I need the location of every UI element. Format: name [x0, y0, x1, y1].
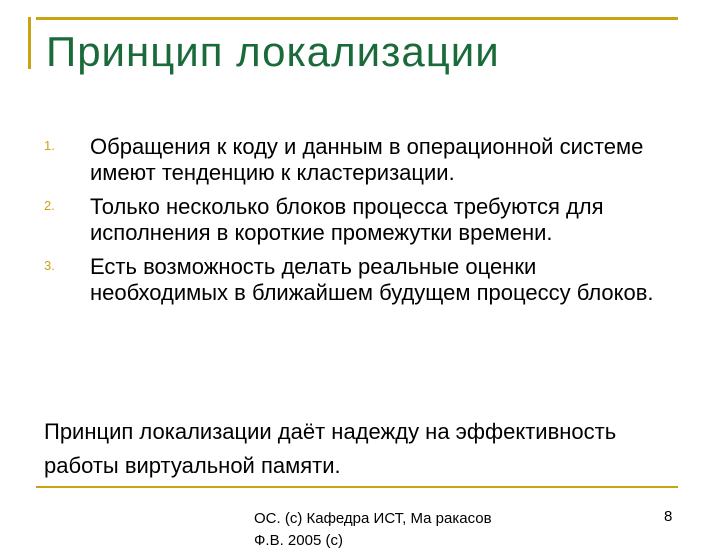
left-rule: [28, 17, 31, 69]
footer-text: ОС. (с) Кафедра ИСТ, Ма ракасов Ф.В. 2005 (с): [254, 510, 492, 549]
list-item: [44, 134, 674, 186]
bottom-rule: [36, 486, 678, 488]
list-item-text: Есть возможность делать реальные оценки необходимых в ближайшем будущем процессу блоков.: [90, 254, 654, 305]
top-rule: [36, 17, 678, 20]
summary-paragraph: Принцип локализации даёт надежду на эффективность работы виртуальной памяти.: [44, 419, 617, 478]
page-number: 8: [664, 508, 673, 525]
list-item-text: Обращения к коду и данным в операционной системе имеют тенденцию к кластеризации.: [90, 134, 644, 185]
slide-title: Принцип локализации: [46, 28, 500, 75]
list-item-text: Только несколько блоков процесса требуются для исполнения в короткие промежутки времени.: [90, 194, 604, 245]
list-item: [44, 194, 674, 246]
list-item-number: 1.: [44, 138, 55, 153]
numbered-list: [44, 134, 674, 314]
list-item: [44, 254, 674, 306]
list-item-number: 2.: [44, 198, 55, 213]
list-item-number: 3.: [44, 258, 55, 273]
